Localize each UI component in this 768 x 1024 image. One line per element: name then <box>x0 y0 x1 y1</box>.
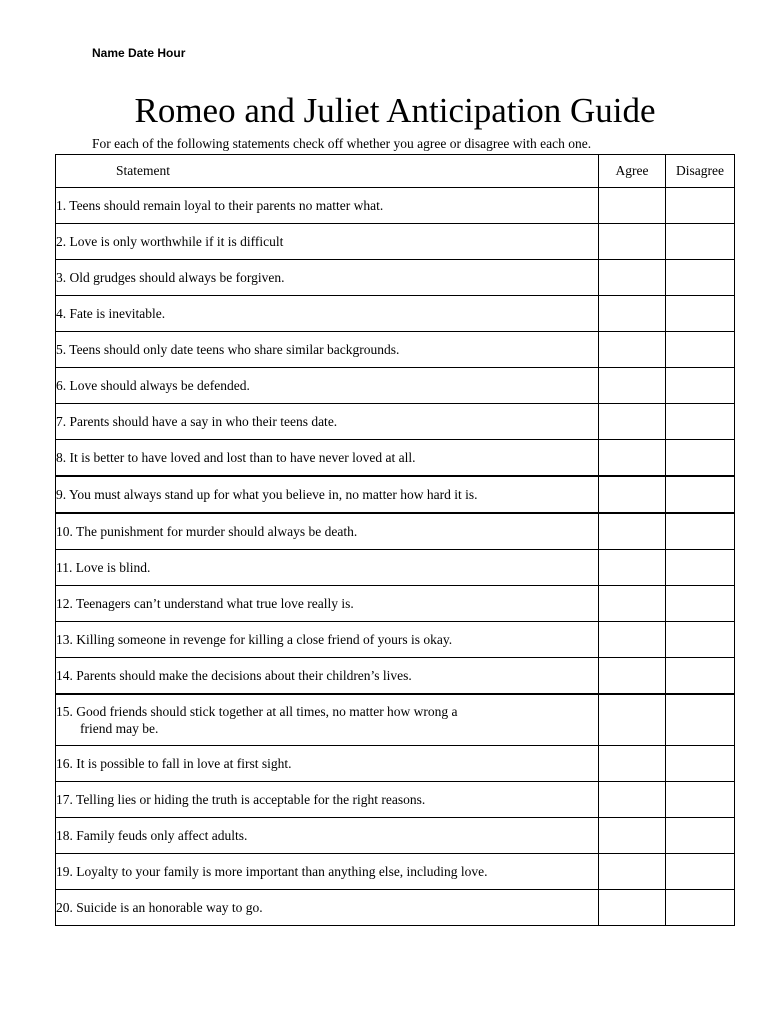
table-row <box>56 550 735 586</box>
agree-checkbox-cell[interactable] <box>599 404 666 440</box>
statement-number: 12. <box>56 596 73 611</box>
disagree-checkbox-cell[interactable] <box>666 224 735 260</box>
statement-number: 10. <box>56 524 73 539</box>
statement-cell <box>56 854 599 890</box>
statement-number: 14. <box>56 668 73 683</box>
statement-number: 2. <box>56 234 67 249</box>
disagree-checkbox-cell[interactable] <box>666 368 735 404</box>
statement-text: It is possible to fall in love at first sight. <box>76 756 292 771</box>
disagree-checkbox-cell[interactable] <box>666 513 735 550</box>
agree-checkbox-cell[interactable] <box>599 296 666 332</box>
statement-cell <box>56 586 599 622</box>
statement-cell <box>56 440 599 477</box>
statement-number: 13. <box>56 632 73 647</box>
agree-checkbox-cell[interactable] <box>599 368 666 404</box>
table-row <box>56 513 735 550</box>
disagree-checkbox-cell[interactable] <box>666 332 735 368</box>
anticipation-guide-table <box>55 154 735 926</box>
disagree-checkbox-cell[interactable] <box>666 622 735 658</box>
statement-text: It is better to have loved and lost than to have never loved at all. <box>69 450 416 465</box>
table-row <box>56 854 735 890</box>
agree-checkbox-cell[interactable] <box>599 854 666 890</box>
statement-cell <box>56 818 599 854</box>
agree-checkbox-cell[interactable] <box>599 622 666 658</box>
statement-number: 1. <box>56 198 67 213</box>
agree-column-header: Agree <box>599 155 666 188</box>
statement-text: Teenagers can’t understand what true love really is. <box>76 596 354 611</box>
statement-cell <box>56 224 599 260</box>
table-row <box>56 658 735 695</box>
table-row <box>56 368 735 404</box>
statement-text: Suicide is an honorable way to go. <box>76 900 263 915</box>
disagree-checkbox-cell[interactable] <box>666 746 735 782</box>
disagree-checkbox-cell[interactable] <box>666 782 735 818</box>
disagree-checkbox-cell[interactable] <box>666 260 735 296</box>
disagree-column-header: Disagree <box>666 155 735 188</box>
statement-number: 8. <box>56 450 67 465</box>
statement-cell <box>56 890 599 926</box>
table-row <box>56 586 735 622</box>
statement-text: Family feuds only affect adults. <box>76 828 248 843</box>
statement-text: Fate is inevitable. <box>69 306 166 321</box>
table-row <box>56 746 735 782</box>
agree-checkbox-cell[interactable] <box>599 782 666 818</box>
statement-number: 4. <box>56 306 67 321</box>
table-row <box>56 332 735 368</box>
agree-checkbox-cell[interactable] <box>599 332 666 368</box>
agree-checkbox-cell[interactable] <box>599 818 666 854</box>
statement-text: Teens should only date teens who share similar backgrounds. <box>69 342 400 357</box>
statement-number: 5. <box>56 342 67 357</box>
table-header-row <box>56 155 735 188</box>
table-row <box>56 224 735 260</box>
disagree-checkbox-cell[interactable] <box>666 188 735 224</box>
table-row <box>56 440 735 477</box>
statement-cell <box>56 550 599 586</box>
statement-cell <box>56 296 599 332</box>
statement-text-continued: friend may be. <box>80 721 159 736</box>
page-title: Romeo and Juliet Anticipation Guide <box>134 91 656 130</box>
statement-cell <box>56 782 599 818</box>
agree-checkbox-cell[interactable] <box>599 890 666 926</box>
statement-cell <box>56 476 599 513</box>
statement-text: Telling lies or hiding the truth is acceptable for the right reasons. <box>76 792 426 807</box>
statement-text: Parents should make the decisions about their children’s lives. <box>76 668 412 683</box>
disagree-checkbox-cell[interactable] <box>666 694 735 746</box>
disagree-checkbox-cell[interactable] <box>666 658 735 695</box>
statement-text: The punishment for murder should always be death. <box>76 524 358 539</box>
agree-checkbox-cell[interactable] <box>599 188 666 224</box>
statement-number: 9. <box>56 487 67 502</box>
agree-checkbox-cell[interactable] <box>599 476 666 513</box>
statement-number: 11. <box>56 560 73 575</box>
disagree-checkbox-cell[interactable] <box>666 296 735 332</box>
agree-checkbox-cell[interactable] <box>599 224 666 260</box>
statement-text: Teens should remain loyal to their parents no matter what. <box>69 198 384 213</box>
statement-text: Killing someone in revenge for killing a close friend of yours is okay. <box>76 632 453 647</box>
statement-number: 15. <box>56 704 73 719</box>
statement-text: You must always stand up for what you believe in, no matter how hard it is. <box>69 487 478 502</box>
statement-cell <box>56 658 599 695</box>
agree-checkbox-cell[interactable] <box>599 658 666 695</box>
agree-checkbox-cell[interactable] <box>599 586 666 622</box>
statement-cell <box>56 368 599 404</box>
name-date-hour-line: Name Date Hour <box>92 46 186 60</box>
agree-checkbox-cell[interactable] <box>599 513 666 550</box>
statement-text: Love is only worthwhile if it is difficult <box>69 234 284 249</box>
statement-cell <box>56 513 599 550</box>
statement-number: 17. <box>56 792 73 807</box>
statement-column-header: Statement <box>56 155 599 188</box>
statement-cell <box>56 404 599 440</box>
statement-cell <box>56 260 599 296</box>
agree-checkbox-cell[interactable] <box>599 694 666 746</box>
statement-number: 6. <box>56 378 67 393</box>
statement-text: Old grudges should always be forgiven. <box>69 270 285 285</box>
table-row <box>56 818 735 854</box>
table-row <box>56 188 735 224</box>
table-row <box>56 622 735 658</box>
agree-checkbox-cell[interactable] <box>599 440 666 477</box>
table-row <box>56 476 735 513</box>
disagree-checkbox-cell[interactable] <box>666 550 735 586</box>
statement-cell <box>56 188 599 224</box>
table-row <box>56 782 735 818</box>
disagree-checkbox-cell[interactable] <box>666 440 735 477</box>
statement-text: Parents should have a say in who their teens date. <box>69 414 338 429</box>
statement-number: 19. <box>56 864 73 879</box>
statement-cell <box>56 622 599 658</box>
table-row <box>56 404 735 440</box>
table-row <box>56 890 735 926</box>
statement-number: 3. <box>56 270 67 285</box>
table-row <box>56 694 735 746</box>
disagree-checkbox-cell[interactable] <box>666 818 735 854</box>
statement-number: 20. <box>56 900 73 915</box>
table-row <box>56 260 735 296</box>
statement-text: Love is blind. <box>75 560 151 575</box>
disagree-checkbox-cell[interactable] <box>666 404 735 440</box>
agree-checkbox-cell[interactable] <box>599 550 666 586</box>
statement-number: 7. <box>56 414 67 429</box>
statement-number: 18. <box>56 828 73 843</box>
statement-cell <box>56 694 599 746</box>
statement-text: Love should always be defended. <box>69 378 250 393</box>
instructions-text: For each of the following statements check off whether you agree or disagree with each one. <box>92 136 592 151</box>
disagree-checkbox-cell[interactable] <box>666 476 735 513</box>
statement-cell <box>56 746 599 782</box>
disagree-checkbox-cell[interactable] <box>666 586 735 622</box>
statement-text: Loyalty to your family is more important than anything else, including love. <box>76 864 488 879</box>
agree-checkbox-cell[interactable] <box>599 746 666 782</box>
disagree-checkbox-cell[interactable] <box>666 854 735 890</box>
disagree-checkbox-cell[interactable] <box>666 890 735 926</box>
table-row <box>56 296 735 332</box>
statement-text: Good friends should stick together at all times, no matter how wrong a <box>76 704 458 719</box>
agree-checkbox-cell[interactable] <box>599 260 666 296</box>
statement-cell <box>56 332 599 368</box>
statement-number: 16. <box>56 756 73 771</box>
